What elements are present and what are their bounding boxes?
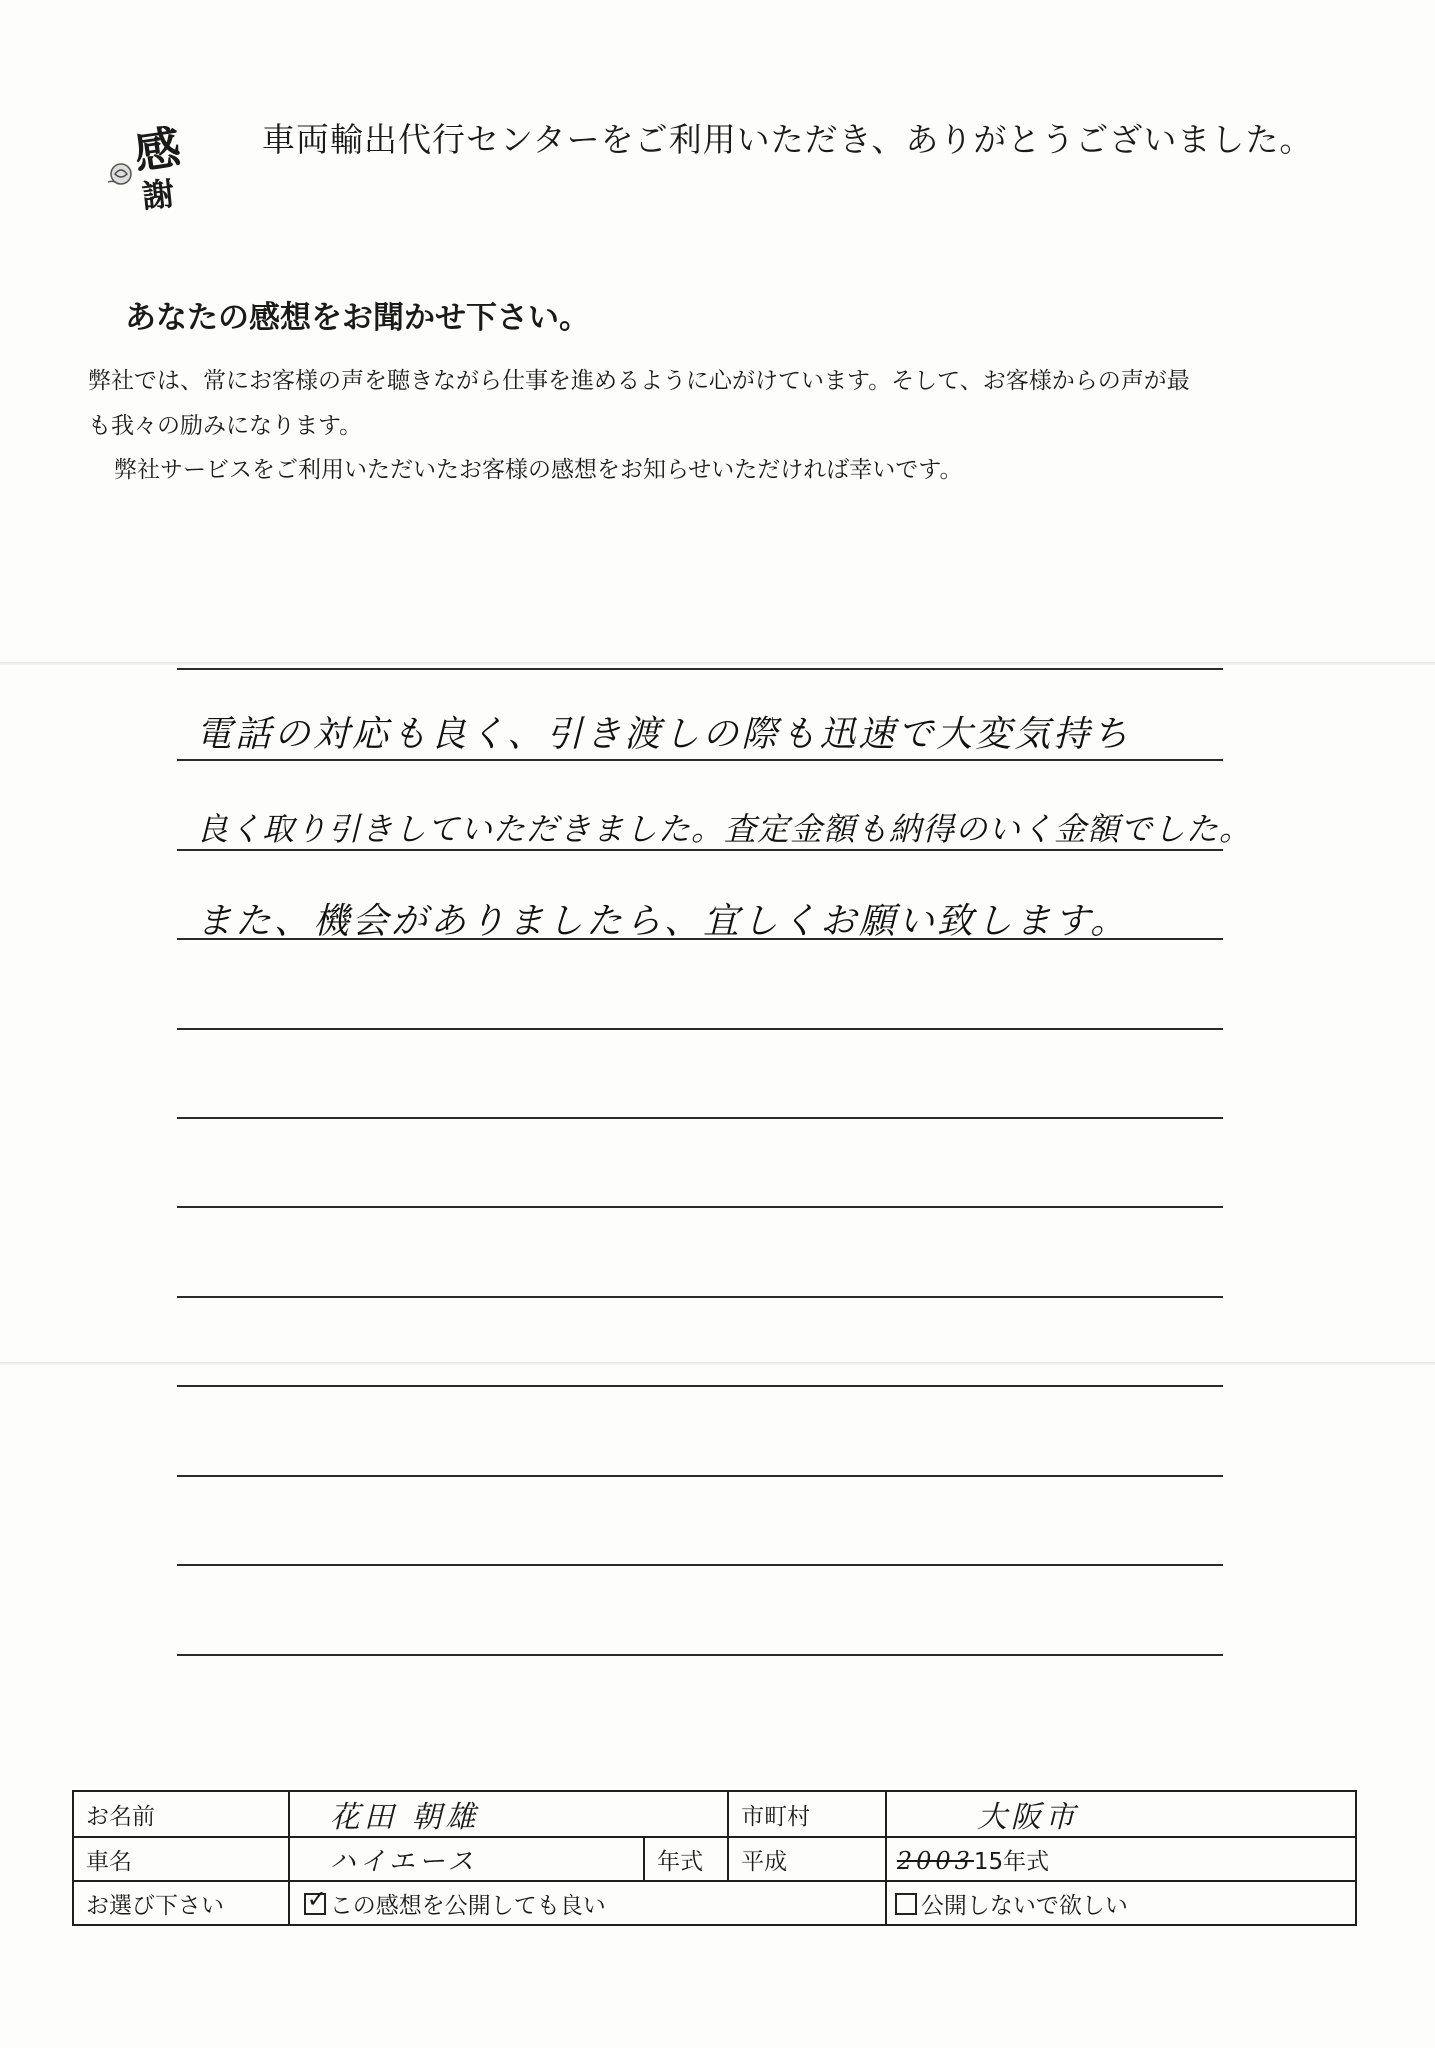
- city-value-text: 大阪市: [976, 1800, 1079, 1835]
- checkbox-checked-icon[interactable]: [304, 1893, 326, 1915]
- table-row: [73, 1881, 1356, 1925]
- car-value-text: ハイエース: [329, 1846, 478, 1877]
- handwritten-comment-line: また、機会がありましたら、宜しくお願い致します。: [196, 901, 1130, 942]
- option-public[interactable]: [289, 1881, 886, 1925]
- rose-icon: [104, 160, 138, 190]
- year-value-text: 15年式: [973, 1848, 1050, 1875]
- choose-label: お選び下さい: [73, 1881, 289, 1925]
- comment-rule: [177, 1564, 1223, 1566]
- name-value: [289, 1791, 728, 1837]
- name-label: お名前: [73, 1791, 289, 1837]
- city-label: 市町村: [728, 1791, 886, 1837]
- comment-rule: [177, 759, 1223, 761]
- comment-rule: [177, 1117, 1223, 1119]
- paper-fold-line: [0, 662, 1435, 665]
- option-private-label: 公開しないで欲しい: [920, 1892, 1128, 1919]
- comment-rule: [177, 1206, 1223, 1208]
- intro-text-line: 弊社サービスをご利用いただいたお客様の感想をお知らせいただければ幸いです。: [114, 457, 963, 483]
- comment-rule: [177, 1475, 1223, 1477]
- table-row: [73, 1791, 1356, 1837]
- car-value: [289, 1837, 644, 1881]
- handwritten-comment-line: 電話の対応も良く、引き渡しの際も迅速で大変気持ち: [196, 714, 1132, 755]
- era-label: 平成: [728, 1837, 886, 1881]
- comment-rule: [177, 1654, 1223, 1656]
- paper-fold-line: [0, 1362, 1435, 1365]
- year-label: 年式: [644, 1837, 728, 1881]
- comment-rule: [177, 1385, 1223, 1387]
- year-value: [886, 1837, 1356, 1881]
- name-value-text: 花田 朝雄: [329, 1800, 480, 1835]
- table-row: [73, 1837, 1356, 1881]
- option-private[interactable]: [886, 1881, 1356, 1925]
- logo-character-kan: 感: [130, 120, 184, 180]
- handwritten-comment-line: 良く取り引きしていただきました。査定金額も納得のいく金額でした。: [196, 810, 1253, 848]
- checkbox-empty-icon[interactable]: [895, 1893, 917, 1915]
- kansha-logo: [104, 112, 214, 222]
- comment-rule: [177, 1028, 1223, 1030]
- car-label: 車名: [73, 1837, 289, 1881]
- comment-rule: [177, 668, 1223, 670]
- logo-character-sha: 謝: [140, 174, 177, 216]
- intro-text-line: 弊社では、常にお客様の声を聴きながら仕事を進めるように心がけています。そして、お客様からの声が最: [88, 368, 1190, 394]
- city-value: [886, 1791, 1356, 1837]
- year-struck-text: 2003: [896, 1846, 974, 1875]
- intro-text-line: も我々の励みになります。: [88, 413, 363, 439]
- customer-info-table: [72, 1790, 1357, 1926]
- comment-rule: [177, 1296, 1223, 1298]
- page-heading: あなたの感想をお聞かせ下さい。: [125, 300, 590, 336]
- thanks-message: 車両輸出代行センターをご利用いただき、ありがとうございました。: [262, 120, 1314, 159]
- option-public-label: この感想を公開しても良い: [329, 1892, 606, 1919]
